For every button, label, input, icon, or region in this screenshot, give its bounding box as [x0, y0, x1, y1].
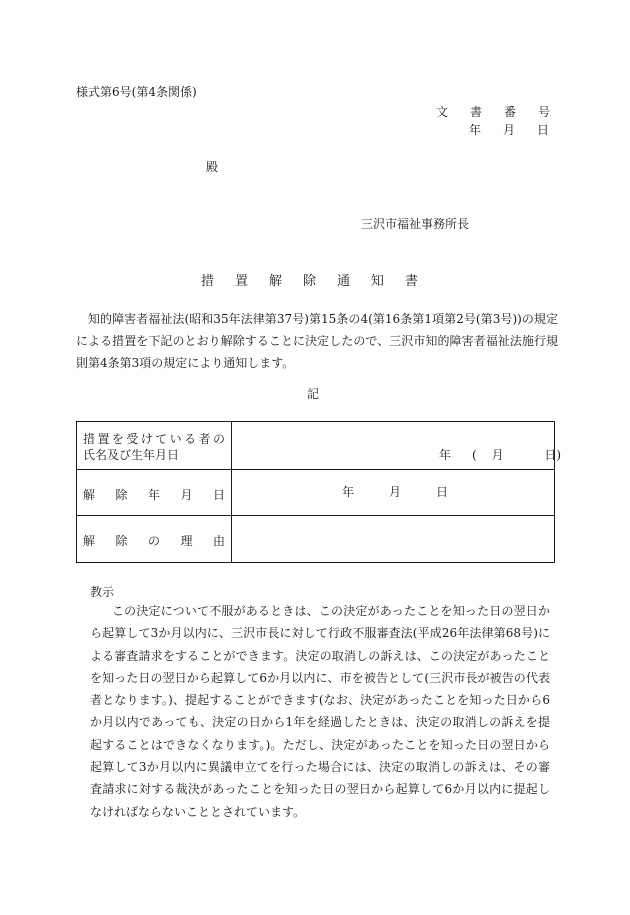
- release-month-char: 月: [388, 485, 401, 499]
- birthdate-open-paren: (: [472, 448, 477, 462]
- release-date-label: [83, 486, 225, 503]
- date-day-char: 日: [536, 123, 549, 137]
- release-date-value: [342, 486, 448, 498]
- label-char: 月: [180, 488, 193, 502]
- label-char: 年: [147, 488, 160, 502]
- label-char: 由: [212, 534, 225, 548]
- body-paragraph: 知的障害者福祉法(昭和35年法律第37号)第15条の4(第16条第1項第2号(第3号))の規定による措置を下記のとおり解除することに決定したので、三沢市知的障害者福祉法施行規則第4条第3項の規定により通知します。: [76, 312, 558, 370]
- notice-paragraph: この決定について不服があるときは、この決定があったことを知った日の翌日から起算して3か月以内に、三沢市長に対して行政不服審査法(平成26年法律第68号)による審査請求をすることができます。決定の取消しの訴えは、この決定があったことを知った日の翌日から起算して6か月以内に、市を被告として(三沢市長が被告の代表者となります。)、提起することができます(なお、決定があったことを知った日から6か月以内であっても、決定の日から1年を経過したときは、決定の取消しの訴えを提起することはできなくなります。)。ただし、決定があったことを知った日の翌日から起算して3か月以内に異議申立てを行った場合には、決定の取消しの訴えは、その審査請求に対する裁決があったことを知った日の翌日から起算して6か月以内に提起しなければならないこととされています。: [90, 604, 550, 819]
- sender-name: 三沢市福祉事務所長: [361, 217, 470, 231]
- form-number: 様式第6号(第4条関係): [76, 85, 197, 99]
- release-day-char: 日: [435, 485, 448, 499]
- title-char: 措: [201, 274, 215, 289]
- label-char: の: [147, 534, 160, 548]
- person-label-line1: 措置を受けている者の: [83, 432, 225, 446]
- document-title: [201, 275, 418, 288]
- label-char: 日: [212, 488, 225, 502]
- notice-heading: 教示: [90, 585, 115, 599]
- title-char: 除: [302, 274, 316, 289]
- release-year-char: 年: [342, 485, 355, 499]
- doc-number-char: 書: [469, 105, 482, 119]
- release-reason-label: [83, 532, 225, 549]
- label-char: 解: [83, 488, 96, 502]
- document-number-label: [436, 106, 550, 118]
- title-char: 解: [268, 274, 282, 289]
- table-row-release-date: [77, 469, 554, 516]
- title-char: 書: [404, 274, 418, 289]
- detail-table: [76, 421, 561, 563]
- title-char: 知: [370, 274, 384, 289]
- issue-date-line: [469, 124, 549, 136]
- person-label-line2: 氏名及び生年月日: [83, 448, 180, 462]
- birth-year-char: 年: [439, 448, 452, 462]
- doc-number-char: 番: [503, 105, 516, 119]
- doc-number-char: 文: [436, 105, 449, 119]
- label-char: 除: [115, 534, 128, 548]
- date-month-char: 月: [502, 123, 515, 137]
- date-year-char: 年: [469, 123, 482, 137]
- birthdate-value: [439, 449, 561, 461]
- table-row-person: [77, 422, 561, 470]
- birth-month-char: 月: [491, 448, 504, 462]
- label-char: 解: [83, 534, 96, 548]
- birth-day-char: 日): [544, 448, 561, 462]
- addressee-honorific: 殿: [206, 160, 219, 174]
- title-char: 通: [336, 274, 350, 289]
- label-char: 理: [180, 534, 193, 548]
- label-char: 除: [115, 488, 128, 502]
- doc-number-char: 号: [537, 105, 550, 119]
- title-char: 置: [234, 274, 248, 289]
- ki-marker: 記: [307, 387, 320, 401]
- table-row-release-reason: [77, 515, 554, 562]
